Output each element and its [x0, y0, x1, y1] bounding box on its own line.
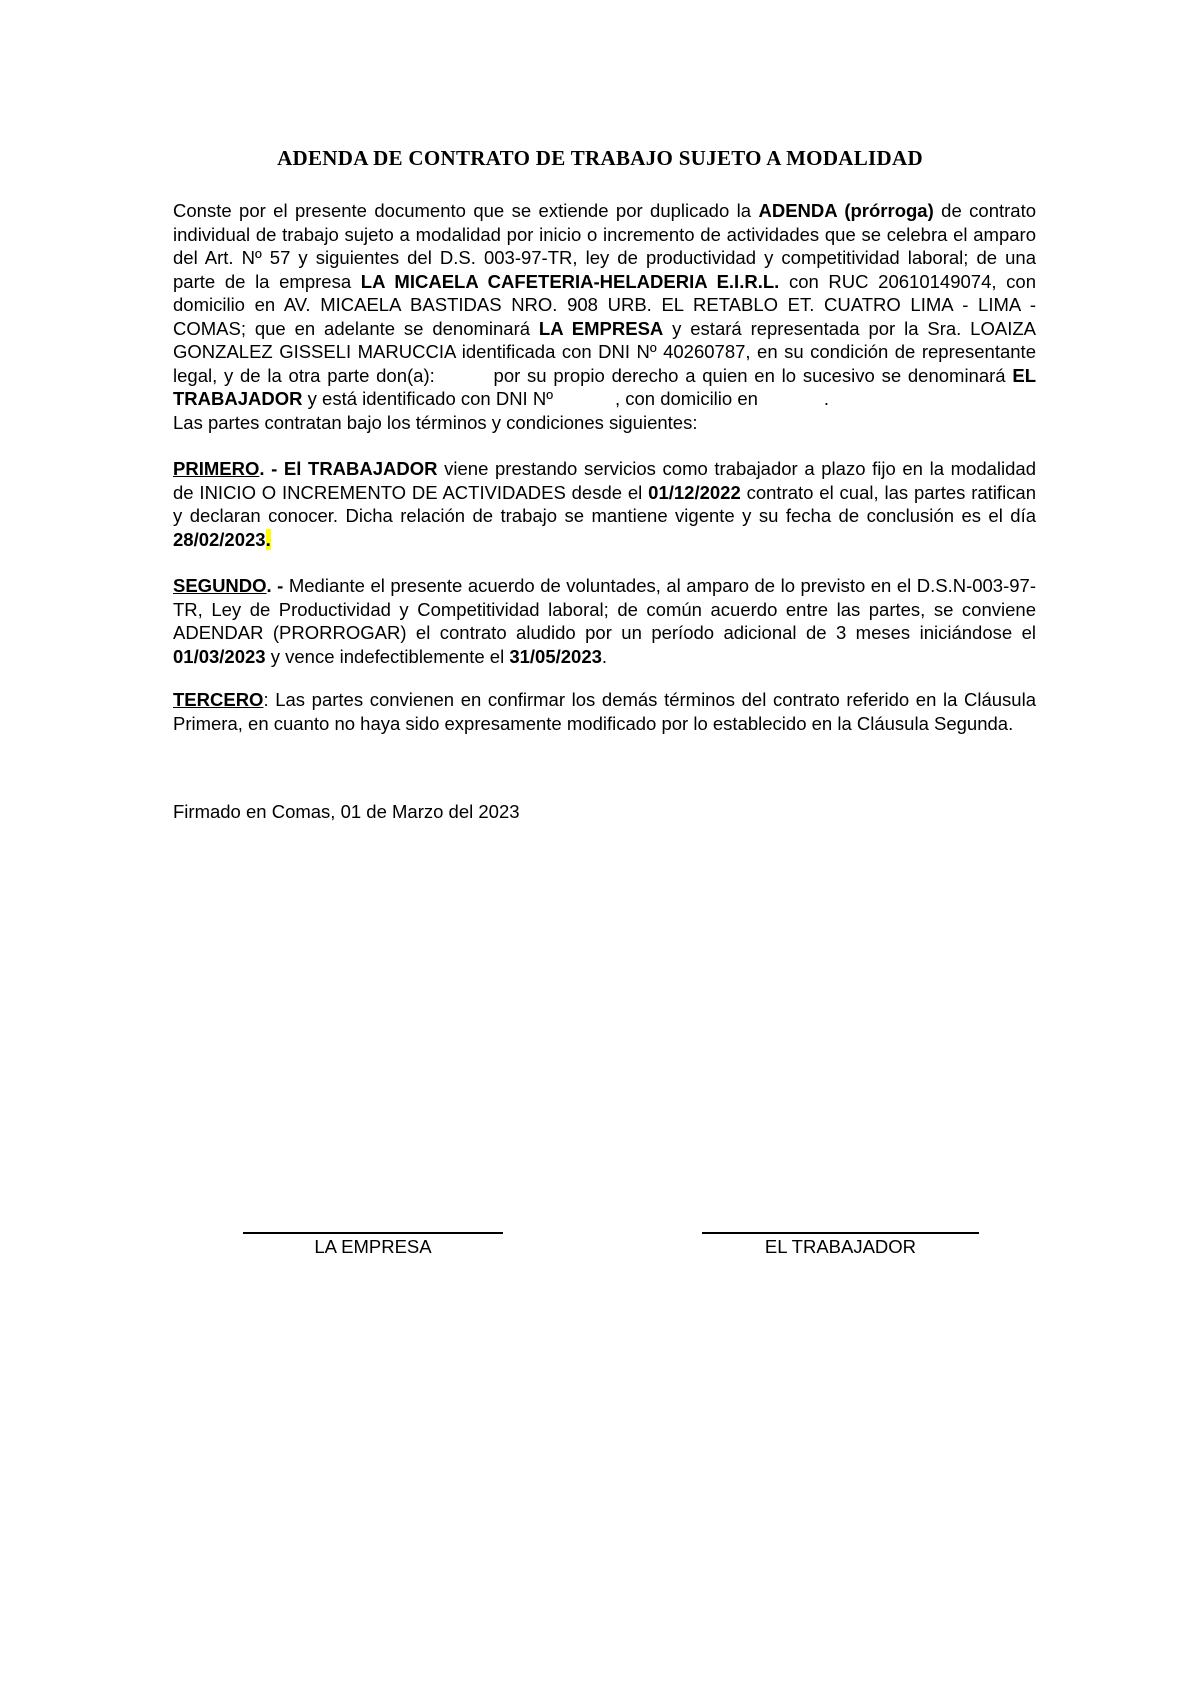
company-name: LA MICAELA CAFETERIA-HELADERIA E.I.R.L. [360, 270, 780, 292]
signature-line-company [243, 1232, 503, 1234]
intro-text-4: y estará representada por la Sra. LOAIZA GONZALEZ GISSELI MARUCCIA identificada con DNI Nº 40260787, en su condición de representante legal, y de la otra parte don(a): [173, 317, 1036, 386]
intro-closing: Las partes contratan bajo los términos y condiciones siguientes: [173, 411, 698, 433]
intro-text-7: , con domicilio en [614, 388, 758, 409]
clause-segundo-end-date: 31/05/2023 [509, 645, 602, 667]
signature-label-worker: EL TRABAJADOR [764, 1236, 917, 1257]
clause-segundo-heading: SEGUNDO [173, 575, 267, 596]
clause-primero-text-1: viene prestando servicios como trabajador a plazo fijo en la modalidad de INICIO O INCREMENTO DE ACTIVIDADES desde el [173, 458, 1036, 503]
clause-segundo-text-1: Mediante el presente acuerdo de voluntades, al amparo de lo previsto en el D.S.N-003-97-TR, Ley de Productividad y Competitividad laboral; de común acuerdo entre las partes, se conviene ADENDAR (PRORROGAR) el contrato aludido por un período adicional de 3 meses iniciándose el [173, 575, 1036, 643]
clause-tercero [173, 688, 1036, 735]
clause-primero-highlight: . [265, 528, 271, 550]
intro-paragraph [173, 199, 1036, 411]
clause-segundo [173, 574, 1036, 668]
signature-line-worker [702, 1232, 979, 1234]
adenda-label: ADENDA (prórroga) [758, 200, 934, 221]
clause-tercero-text: : Las partes convienen en confirmar los demás términos del contrato referido en la Cláusula Primera, en cuanto no haya sido expresamente modificado por lo establecido en la Cláusula Segunda. [173, 689, 1036, 734]
document-body [173, 199, 1036, 824]
clause-primero-start-date: 01/12/2022 [648, 481, 741, 503]
clause-primero-lead: . - El TRABAJADOR [259, 458, 438, 479]
company-designation: LA EMPRESA [538, 317, 664, 339]
intro-text-8: . [823, 388, 830, 409]
signed-place-date: Firmado en Comas, 01 de Marzo del 2023 [173, 801, 520, 822]
intro-text-6: y está identificado con DNI Nº [302, 388, 553, 409]
intro-text-3: con RUC 20610149074, con domicilio en AV. MICAELA BASTIDAS NRO. 908 URB. EL RETABLO ET. CUATRO LIMA - LIMA - COMAS; que en adelante se denominará [173, 270, 1036, 339]
signature-block-worker [702, 1232, 979, 1258]
clause-segundo-start-date: 01/03/2023 [173, 645, 266, 667]
signature-block-company [243, 1232, 503, 1258]
clause-segundo-text-2: y vence indefectiblemente el [265, 645, 510, 667]
intro-text-5: por su propio derecho a quien en lo sucesivo se denominará [493, 364, 1013, 386]
worker-designation: EL TRABAJADOR [173, 364, 1036, 409]
clause-primero-text-2: contrato el cual, las partes ratifican y declaran conocer. Dicha relación de trabajo se mantiene vigente y su fecha de conclusión es el día [173, 481, 1037, 526]
document-title: ADENDA DE CONTRATO DE TRABAJO SUJETO A MODALIDAD [277, 146, 923, 170]
clause-segundo-lead: . - [266, 575, 284, 596]
clause-primero-heading: PRIMERO [173, 458, 260, 479]
intro-text-1: Conste por el presente documento que se extiende por duplicado la [173, 200, 759, 221]
signature-label-company: LA EMPRESA [314, 1236, 432, 1257]
clause-tercero-heading: TERCERO [173, 689, 264, 710]
intro-text-2: de contrato individual de trabajo sujeto a modalidad por inicio o incremento de actividades que se celebra el amparo del Art. Nº 57 y siguientes del D.S. 003-97-TR, ley de productividad y competitividad laboral; de una parte de la empresa [173, 200, 1037, 292]
clause-primero-end-date: 28/02/2023 [173, 528, 266, 550]
clause-primero [173, 457, 1036, 551]
clause-segundo-text-3: . [601, 645, 608, 667]
